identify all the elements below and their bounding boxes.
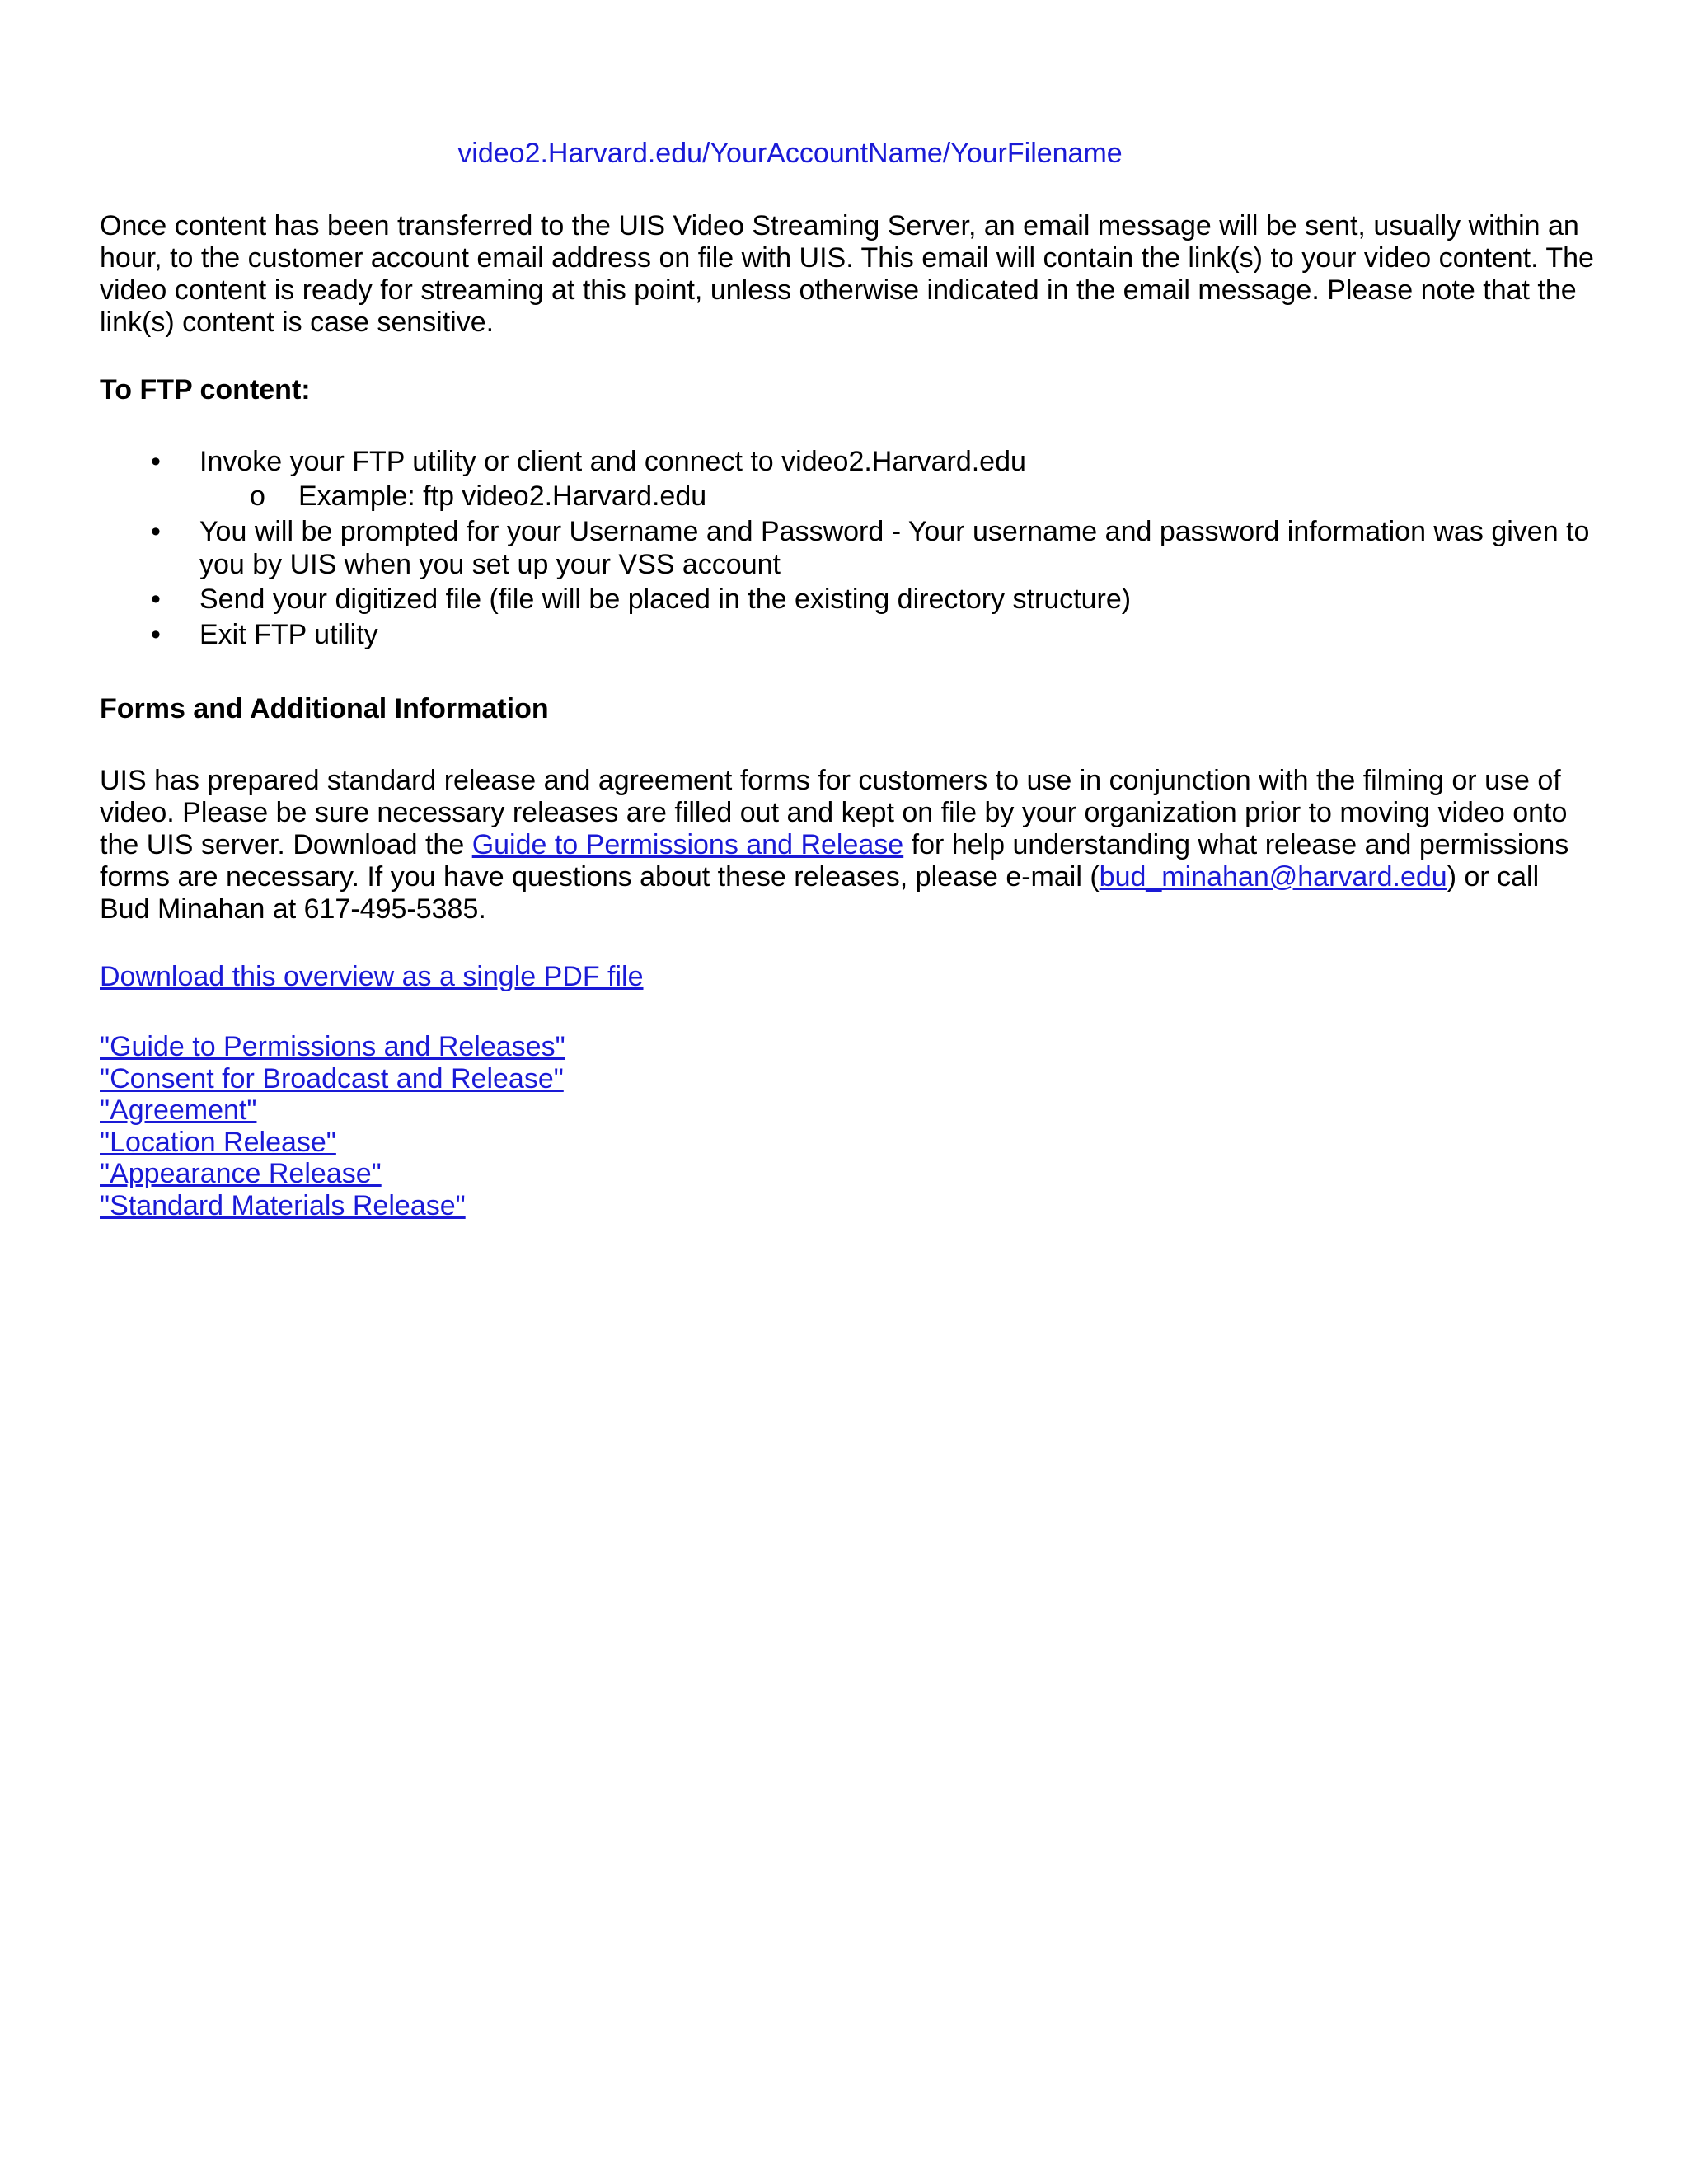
video-url-pattern: video2.Harvard.edu/YourAccountName/YourFilename (457, 138, 1123, 169)
list-item (100, 618, 1596, 651)
forms-paragraph (100, 765, 1596, 926)
standard-materials-release-link[interactable]: "Standard Materials Release" (100, 1189, 466, 1221)
location-release-link[interactable]: "Location Release" (100, 1126, 336, 1158)
bullet-icon: • (151, 619, 161, 650)
list-item (100, 445, 1596, 478)
circle-bullet-icon: o (250, 480, 265, 512)
ftp-heading: To FTP content: (100, 374, 311, 405)
agreement-link[interactable]: "Agreement" (100, 1094, 257, 1126)
download-pdf-row (100, 960, 644, 993)
consent-broadcast-release-link[interactable]: "Consent for Broadcast and Release" (100, 1062, 564, 1094)
forms-text-part2: for help understanding what release and permissions forms are necessary. If you have questions about these releases, please e-mail ( (100, 829, 1569, 893)
forms-text-part1: UIS has prepared standard release and agreement forms for customers to use in conjunction with the filming or use of video. Please be sure necessary releases are filled out and kept on file by your organization prior to moving video onto the UIS server. Download the (100, 765, 1568, 860)
sub-list-item-text: Example: ftp video2.Harvard.edu (298, 480, 707, 512)
bullet-icon: • (151, 446, 161, 477)
ftp-steps-list (100, 445, 1596, 651)
list-item-text: Send your digitized file (file will be placed in the existing directory structure) (199, 583, 1132, 615)
guide-permissions-releases-link[interactable]: "Guide to Permissions and Releases" (100, 1031, 565, 1062)
form-links-list (100, 1031, 565, 1221)
list-item (100, 515, 1596, 581)
list-item-text: Exit FTP utility (199, 619, 378, 650)
download-pdf-link[interactable]: Download this overview as a single PDF file (100, 961, 644, 992)
forms-heading: Forms and Additional Information (100, 693, 549, 724)
guide-to-permissions-link[interactable]: Guide to Permissions and Release (471, 829, 904, 860)
forms-text-part3: ) or call Bud Minahan at 617-495-5385. (100, 861, 1540, 925)
list-item (100, 583, 1596, 616)
appearance-release-link[interactable]: "Appearance Release" (100, 1158, 382, 1189)
email-link[interactable]: bud_minahan@harvard.edu (1099, 861, 1447, 893)
bullet-icon: • (151, 516, 161, 547)
intro-paragraph: Once content has been transferred to the UIS Video Streaming Server, an email message will be sent, usually within an hour, to the customer account email address on file with UIS. This email will contain the link(s) to your video content. The video content is ready for streaming at this point, unless otherwise indicated in the email message. Please note that the link(s) content is case sensitive. (100, 210, 1594, 338)
list-item-text: You will be prompted for your Username and Password - Your username and password information was given to you by UIS when you set up your VSS account (199, 516, 1590, 580)
list-item-text: Invoke your FTP utility or client and connect to video2.Harvard.edu (199, 446, 1026, 477)
bullet-icon: • (151, 583, 161, 615)
sub-list-item (100, 480, 1596, 513)
